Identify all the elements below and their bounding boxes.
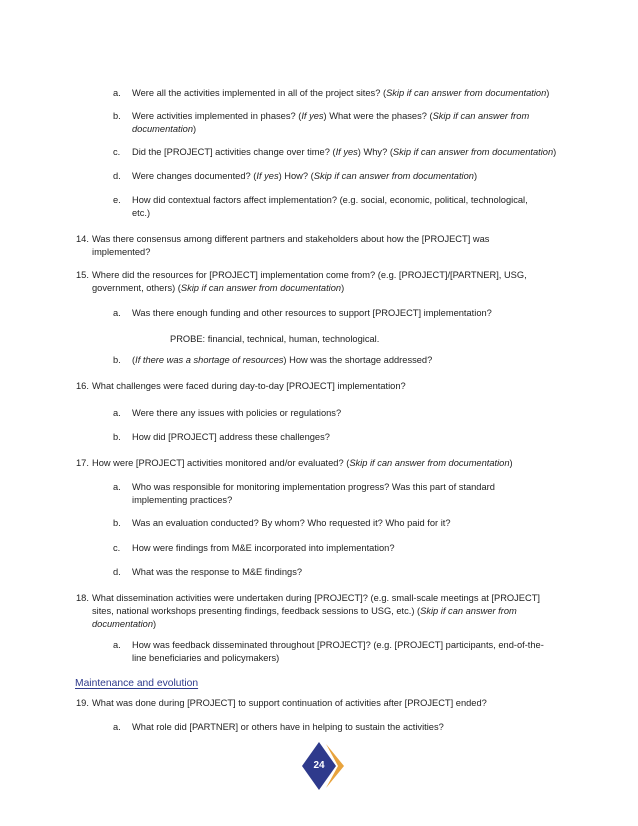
item-text-line: Were there any issues with policies or regulations? <box>132 408 342 418</box>
item-text-line: Was an evaluation conducted? By whom? Who requested it? Who paid for it? <box>132 518 451 528</box>
question-16a <box>113 407 560 420</box>
question-13e <box>113 194 560 220</box>
item-number: d. <box>113 567 121 577</box>
item-text-line: What dissemination activities were undertaken during [PROJECT]? (e.g. small-scale meetings at [PROJECT] <box>92 593 540 603</box>
item-number: a. <box>113 640 121 650</box>
item-number: b. <box>113 111 121 121</box>
item-text-line: Were changes documented? (If yes) How? (Skip if can answer from documentation) <box>132 171 478 181</box>
item-text-line: What was done during [PROJECT] to support continuation of activities after [PROJECT] ended? <box>92 698 487 708</box>
item-text-line: etc.) <box>132 208 151 218</box>
question-15 <box>76 269 560 295</box>
question-19a <box>113 721 560 734</box>
item-text-line: How did [PROJECT] address these challenges? <box>132 432 330 442</box>
item-text-line: line beneficiaries and policymakers) <box>132 653 280 663</box>
item-text-line: Was there enough funding and other resources to support [PROJECT] implementation? <box>132 308 492 318</box>
page-number-badge <box>300 740 352 792</box>
item-text-line: implemented? <box>92 247 151 257</box>
item-number: d. <box>113 171 121 181</box>
page-number: 24 <box>313 760 325 771</box>
question-17d <box>113 566 560 579</box>
item-number: 14. <box>76 234 89 244</box>
item-number: 17. <box>76 458 89 468</box>
section-heading: Maintenance and evolution <box>75 678 199 689</box>
item-number: a. <box>113 722 121 732</box>
item-text-line: How were [PROJECT] activities monitored and/or evaluated? (Skip if can answer from documentation) <box>92 458 513 468</box>
item-text-line: What challenges were faced during day-to-day [PROJECT] implementation? <box>92 381 406 391</box>
question-18 <box>76 592 560 631</box>
item-text-line: Was there consensus among different partners and stakeholders about how the [PROJECT] was <box>92 234 490 244</box>
item-number: b. <box>113 518 121 528</box>
item-text-line: Where did the resources for [PROJECT] implementation come from? (e.g. [PROJECT]/[PARTNER], USG, <box>92 270 527 280</box>
item-text-line: How was feedback disseminated throughout [PROJECT]? (e.g. [PROJECT] participants, end-of-the- <box>132 640 544 650</box>
item-number: a. <box>113 482 121 492</box>
question-13d <box>113 170 560 183</box>
question-17a <box>113 481 560 507</box>
question-13b <box>113 110 560 136</box>
item-number: 18. <box>76 593 89 603</box>
item-number: 19. <box>76 698 89 708</box>
item-number: e. <box>113 195 121 205</box>
question-18a <box>113 639 560 665</box>
item-text-line: What was the response to M&E findings? <box>132 567 303 577</box>
item-text-line: sites, national workshops presenting findings, feedback sessions to USG, etc.) (Skip if can answer from <box>92 606 517 616</box>
item-number: 16. <box>76 381 89 391</box>
item-text-line: What role did [PARTNER] or others have in helping to sustain the activities? <box>132 722 444 732</box>
probe-text: PROBE: financial, technical, human, technological. <box>170 334 380 344</box>
item-text-line: implementing practices? <box>132 495 233 505</box>
item-number: c. <box>113 543 121 553</box>
item-text-line: Were activities implemented in phases? (If yes) What were the phases? (Skip if can answer from <box>132 111 530 121</box>
question-16 <box>76 380 560 393</box>
question-15a <box>113 307 560 320</box>
item-number: a. <box>113 308 121 318</box>
item-text-line: How did contextual factors affect implementation? (e.g. social, economic, political, technological, <box>132 195 528 205</box>
question-13a <box>113 87 560 100</box>
item-number: b. <box>113 355 121 365</box>
item-number: a. <box>113 408 121 418</box>
item-text-line: (If there was a shortage of resources) How was the shortage addressed? <box>132 355 433 365</box>
question-17c <box>113 542 560 555</box>
question-14 <box>76 233 560 259</box>
question-19 <box>76 697 560 710</box>
item-number: a. <box>113 88 121 98</box>
item-text-line: Who was responsible for monitoring implementation progress? Was this part of standard <box>132 482 495 492</box>
item-text-line: Were all the activities implemented in all of the project sites? (Skip if can answer from documentation) <box>132 88 550 98</box>
item-number: 15. <box>76 270 89 280</box>
question-15b <box>113 354 560 367</box>
question-13c <box>113 146 560 159</box>
item-number: b. <box>113 432 121 442</box>
question-17 <box>76 457 560 470</box>
item-text-line: documentation) <box>132 124 197 134</box>
item-text-line: Did the [PROJECT] activities change over time? (If yes) Why? (Skip if can answer from documentation) <box>132 147 557 157</box>
item-text-line: government, others) (Skip if can answer from documentation) <box>92 283 345 293</box>
item-text-line: How were findings from M&E incorporated into implementation? <box>132 543 395 553</box>
question-17b <box>113 517 560 530</box>
question-16b <box>113 431 560 444</box>
item-number: c. <box>113 147 121 157</box>
item-text-line: documentation) <box>92 619 157 629</box>
